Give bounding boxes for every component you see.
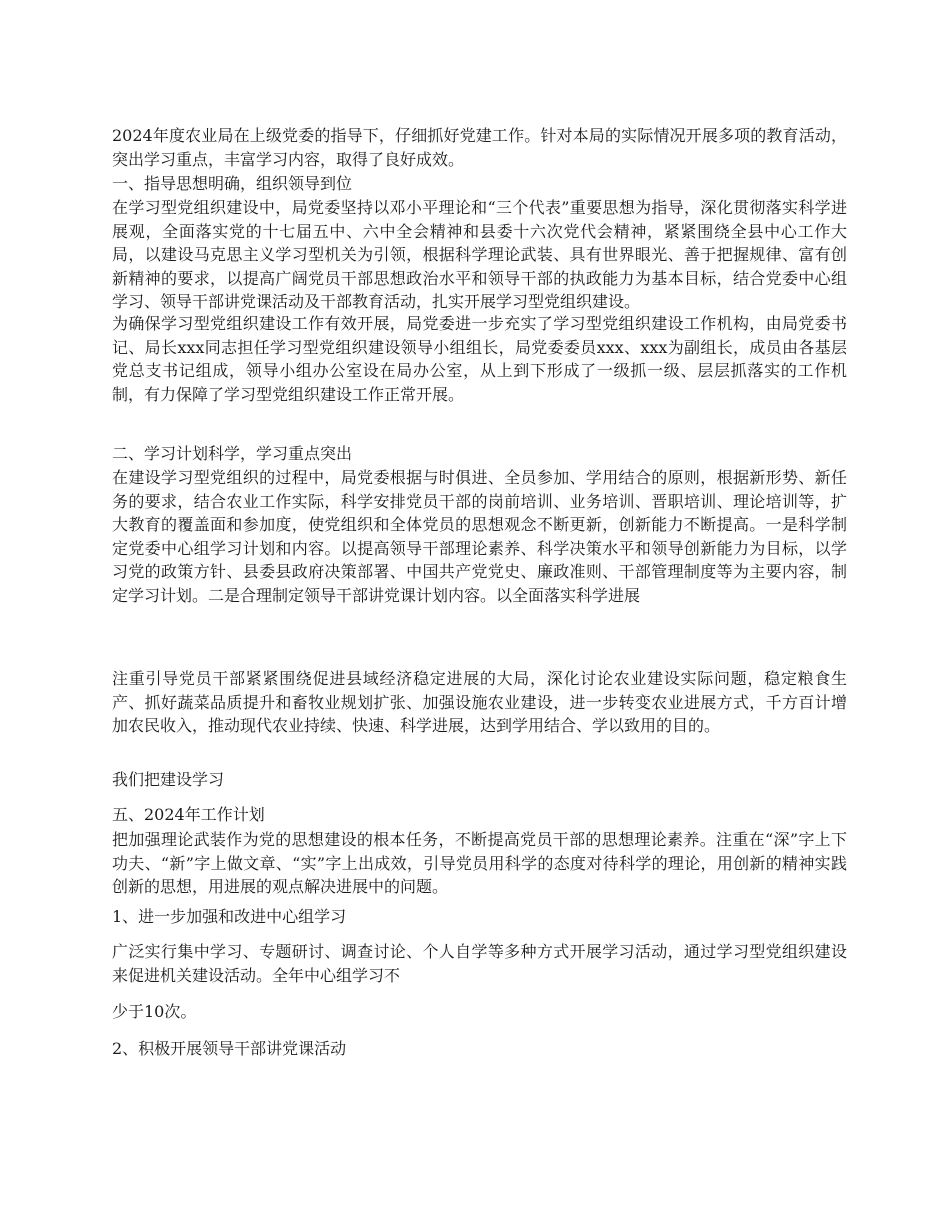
body-paragraph-2: 为确保学习型党组织建设工作有效开展，局党委进一步充实了学习型党组织建设工作机构，由局党委书记、局长xxx同志担任学习型党组织建设领导小组组长，局党委委员xxx、xxx为副组长，成员由各基层党总支书记组成，领导小组办公室设在局办公室，从上到下形成了一级抓一级、层层抓落实的工作机制，有力保障了学习型党组织建设工作正常开展。 [112, 314, 847, 404]
subheading-2: 2、积极开展领导干部讲党课活动 [112, 1039, 347, 1058]
intro-paragraph: 2024年度农业局在上级党委的指导下，仔细抓好党建工作。针对本局的实际情况开展多项的教育活动，突出学习重点，丰富学习内容，取得了良好成效。 [112, 126, 847, 169]
section-heading-1: 一、指导思想明确，组织领导到位 [112, 174, 353, 193]
section-heading-5: 五、2024年工作计划 [112, 805, 265, 824]
body-paragraph-5: 我们把建设学习 [112, 770, 225, 789]
subheading-1: 1、进一步加强和改进中心组学习 [112, 907, 347, 926]
body-paragraph-4: 注重引导党员干部紧紧围绕促进县域经济稳定进展的大局，深化讨论农业建设实际问题，稳定粮食生产、抓好蔬菜品质提升和畜牧业规划扩张、加强设施农业建设，进一步转变农业进展方式，千方百计增加农民收入，推动现代农业持续、快速、科学进展，达到学用结合、学以致用的目的。 [112, 669, 847, 735]
body-paragraph-8: 少于10次。 [112, 1002, 197, 1021]
section-heading-2: 二、学习计划科学，学习重点突出 [112, 444, 353, 463]
body-paragraph-3: 在建设学习型党组织的过程中，局党委根据与时俱进、全员参加、学用结合的原则，根据新形势、新任务的要求，结合农业工作实际，科学安排党员干部的岗前培训、业务培训、晋职培训、理论培训等，扩大教育的覆盖面和参加度，使党组织和全体党员的思想观念不断更新，创新能力不断提高。一是科学制定党委中心组学习计划和内容。以提高领导干部理论素养、科学决策水平和领导创新能力为目标，以学习党的政策方针、县委县政府决策部署、中国共产党党史、廉政准则、干部管理制度等为主要内容，制定学习计划。二是合理制定领导干部讲党课计划内容。以全面落实科学进展 [112, 468, 847, 605]
body-paragraph-6: 把加强理论武装作为党的思想建设的根本任务，不断提高党员干部的思想理论素养。注重在“深”字上下功夫、“新”字上做文章、“实”字上出成效，引导党员用科学的态度对待科学的理论，用创新的精神实践创新的思想，用进展的观点解决进展中的问题。 [112, 830, 847, 896]
body-paragraph-7: 广泛实行集中学习、专题研讨、调查讨论、个人自学等多种方式开展学习活动，通过学习型党组织建设来促进机关建设活动。全年中心组学习不 [112, 942, 847, 985]
body-paragraph-1: 在学习型党组织建设中，局党委坚持以邓小平理论和“三个代表”重要思想为指导，深化贯彻落实科学进展观，全面落实党的十七届五中、六中全会精神和县委十六次党代会精神，紧紧围绕全县中心工作大局，以建设马克思主义学习型机关为引领，根据科学理论武装、具有世界眼光、善于把握规律、富有创新精神的要求，以提高广阔党员干部思想政治水平和领导干部的执政能力为基本目标，结合党委中心组学习、领导干部讲党课活动及干部教育活动，扎实开展学习型党组织建设。 [112, 198, 847, 311]
